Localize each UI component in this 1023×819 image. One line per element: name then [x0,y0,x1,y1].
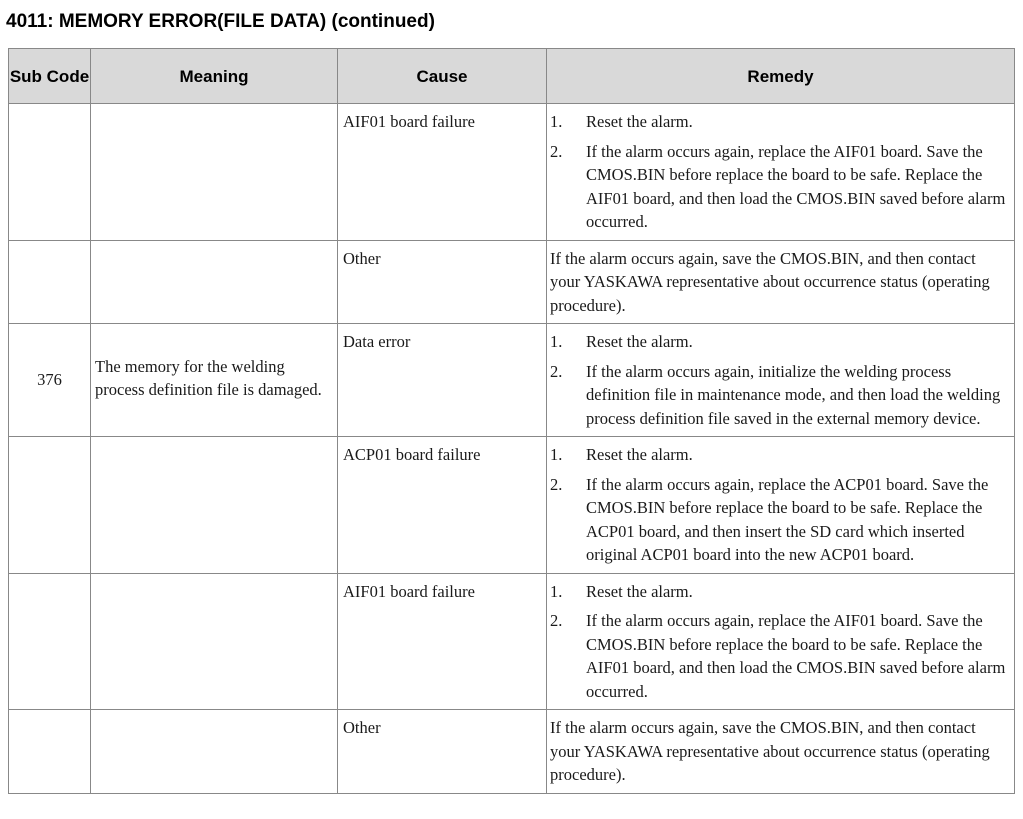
step-text: Reset the alarm. [586,581,693,601]
table-row [9,573,1015,710]
cause-cell: Data error [338,324,547,437]
step-number: 1. [550,112,563,131]
table-row [9,240,1015,324]
table-row [9,710,1015,794]
header-remedy: Remedy [547,49,1015,104]
meaning-cell [91,104,338,241]
remedy-cell [547,437,1015,574]
cause-cell: ACP01 board failure [338,437,547,574]
remedy-cell [547,573,1015,710]
remedy-step [550,140,1010,234]
sub-code-cell [9,240,91,324]
step-text: If the alarm occurs again, replace the AIF01 board. Save the CMOS.BIN before replace the board to be safe. Replace the AIF01 board, and then load the CMOS.BIN saved before alarm occurred. [586,611,1006,701]
remedy-step [550,609,1010,703]
step-text: If the alarm occurs again, replace the AIF01 board. Save the CMOS.BIN before replace the board to be safe. Replace the AIF01 board, and then load the CMOS.BIN saved before alarm occurred. [586,141,1006,231]
meaning-cell [91,573,338,710]
step-text: Reset the alarm. [586,445,693,464]
cause-cell: Other [338,240,547,324]
remedy-cell [547,240,1015,324]
page-title: 4011: MEMORY ERROR(FILE DATA) (continued) [6,11,435,32]
step-text: If the alarm occurs again, replace the ACP01 board. Save the CMOS.BIN before replace the board to be safe. Replace the ACP01 board, and then insert the SD card which inserted original ACP01 board into the new ACP01 board. [586,474,989,564]
remedy-text: If the alarm occurs again, save the CMOS.BIN, and then contact your YASKAWA representative about occurrence status (operating procedure). [550,718,990,784]
table-row [9,437,1015,574]
table-row [9,324,1015,437]
step-number: 2. [550,141,563,161]
cause-cell: AIF01 board failure [338,573,547,710]
header-cause: Cause [338,49,547,104]
remedy-cell [547,710,1015,794]
step-text: Reset the alarm. [586,112,693,131]
remedy-steps [550,110,1010,234]
remedy-cell [547,324,1015,437]
table-header-row [9,49,1015,104]
meaning-cell [91,710,338,794]
remedy-step [550,110,1010,134]
sub-code-cell [9,573,91,710]
remedy-step [550,443,1010,467]
cause-cell: Other [338,710,547,794]
step-text: If the alarm occurs again, initialize the welding process definition file in maintenance mode, and then load the welding process definition file saved in the external memory device. [586,361,1001,428]
step-number: 2. [550,474,563,494]
step-number: 1. [550,445,563,464]
meaning-cell [91,437,338,574]
remedy-step [550,580,1010,604]
table-row [9,104,1015,241]
alarm-table [8,48,1015,794]
meaning-cell: The memory for the welding process definition file is damaged. [91,324,338,437]
remedy-text: If the alarm occurs again, save the CMOS.BIN, and then contact your YASKAWA representative about occurrence status (operating procedure). [550,248,990,315]
remedy-step [550,330,1010,354]
sub-code-cell [9,104,91,241]
remedy-steps [550,330,1010,430]
remedy-steps [550,443,1010,567]
step-number: 1. [550,332,563,351]
sub-code-cell: 376 [9,324,91,437]
header-meaning: Meaning [91,49,338,104]
cause-cell: AIF01 board failure [338,104,547,241]
remedy-steps [550,580,1010,704]
step-number: 1. [550,581,563,601]
step-text: Reset the alarm. [586,332,693,351]
header-sub-code: Sub Code [9,49,91,104]
sub-code-cell [9,710,91,794]
step-number: 2. [550,611,563,630]
remedy-step [550,360,1010,431]
meaning-cell [91,240,338,324]
remedy-cell [547,104,1015,241]
remedy-step [550,473,1010,567]
step-number: 2. [550,361,563,381]
sub-code-cell [9,437,91,574]
